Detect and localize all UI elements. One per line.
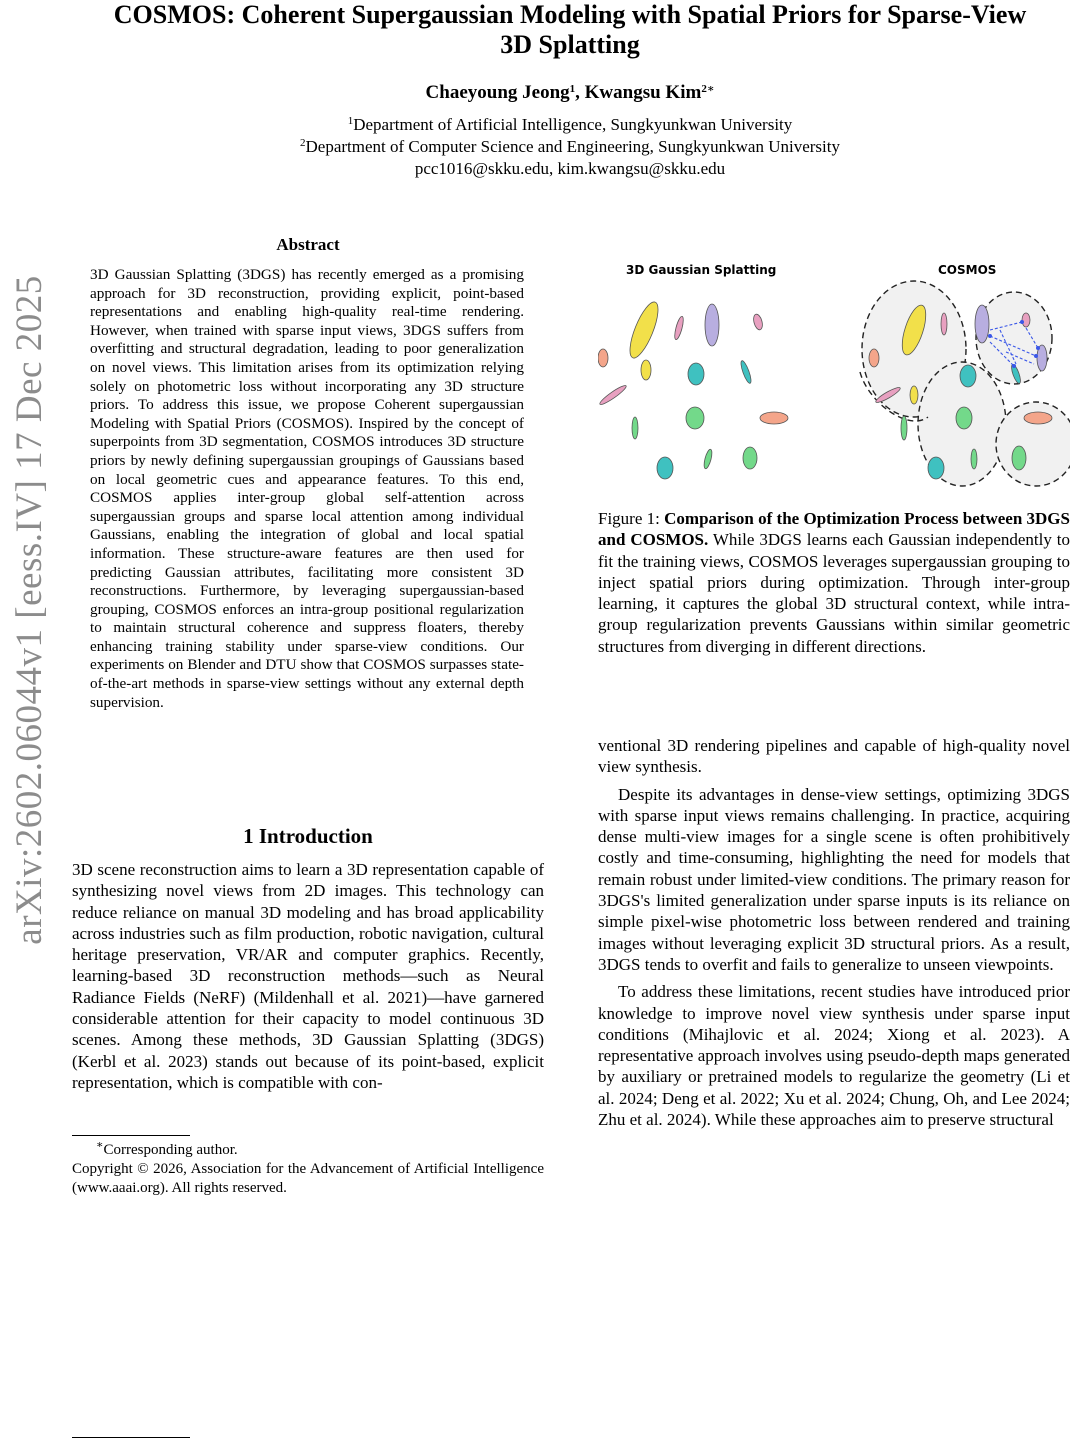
attention-node bbox=[1012, 364, 1016, 368]
independent-gaussians bbox=[598, 299, 788, 479]
group-gaussian bbox=[901, 416, 907, 440]
title-line-1: COSMOS: Coherent Supergaussian Modeling with Spatial Priors for Sparse-View bbox=[113, 0, 1027, 29]
group-gaussian bbox=[971, 449, 977, 469]
group-gaussian bbox=[869, 349, 879, 367]
introduction-paragraph: 3D scene reconstruction aims to learn a 3D representation capable of synthesizing novel views from 2D images. This technology can reduce reliance on manual 3D modeling and has broad applicability across industries such as film production, robotic navigation, cultural heritage preservation, VR/AR and computer graphics. Recently, learning-based 3D reconstruction methods—such as Neural Radiance Fields (NeRF) (Mildenhall et al. 2021)—have garnered considerable attention for their capacity to model continuous 3D scenes. Among these methods, 3D Gaussian Splatting (3DGS) (Kerbl et al. 2023) stands out because of its point-based, explicit representation, which is compatible with con- bbox=[72, 860, 544, 1092]
gaussian-ellipse bbox=[703, 449, 714, 470]
right-paragraph-1: Despite its advantages in dense-view settings, optimizing 3DGS with sparse input views remains challenging. In practice, acquiring dense multi-view images for a single scene is often prohibitively costly and time-consuming, highlighting the need for models that remain robust under limited-view conditions. The primary reason for 3DGS's limited generalization under sparse inputs is its reliance on simple pixel-wise photometric loss between rendered and training images without leveraging explicit 3D structural priors. As a result, 3DGS tends to overfit and fails to generalize to unseen viewpoints. bbox=[598, 784, 1070, 974]
authors bbox=[60, 82, 1070, 104]
affiliation-2-sup: 2 bbox=[300, 137, 306, 149]
abstract-heading: Abstract bbox=[276, 235, 340, 254]
group-gaussian bbox=[910, 386, 918, 404]
group-gaussian bbox=[975, 305, 989, 343]
attention-node bbox=[988, 334, 992, 338]
paper-title bbox=[60, 0, 1070, 60]
caption-prefix: Figure 1: bbox=[598, 509, 665, 528]
author-2-sup: 2∗ bbox=[701, 83, 715, 95]
caption-rest: While 3DGS learns each Gaussian independently to fit the training views, COSMOS leverages supergaussian grouping to inject spatial priors during optimization. Through inter-group learning, it captures the global 3D structural context, while intra-group regularization prevents Gaussians within similar geometric structures from diverging in different directions. bbox=[598, 530, 1070, 656]
figure-1-illustration bbox=[598, 252, 1070, 502]
author-1-sup: 1 bbox=[569, 83, 576, 95]
author-2: Kwangsu Kim bbox=[584, 82, 702, 103]
attention-node bbox=[1020, 320, 1024, 324]
gaussian-ellipse bbox=[624, 299, 663, 361]
gaussian-ellipse bbox=[632, 417, 638, 439]
right-column-text bbox=[598, 735, 1070, 1130]
figure-1-caption bbox=[598, 508, 1070, 657]
abstract-text: 3D Gaussian Splatting (3DGS) has recently emerged as a promising approach for 3D reconstruction, providing explicit, point-based representations and enabling high-quality real-time rendering. However, when trained with sparse input views, 3DGS suffers from overfitting and structural degradation, leading to poor generalization on novel views. This limitation arises from its optimization relying solely on photometric loss without incorporating any 3D structure priors. To address this issue, we propose Coherent supergaussian Modeling with Spatial Priors (COSMOS). Inspired by the concept of superpoints from 3D segmentation, COSMOS introduces 3D structure priors by newly defining supergaussian groupings of Gaussians based on local geometric cues and appearance features. To this end, COSMOS applies inter-group global self-attention across supergaussian groups and sparse local attention among individual Gaussians, enabling the integration of global and local spatial information. These structure-aware features are then used for predicting Gaussian attributes, facilitating more consistent 3D reconstructions. Furthermore, by leveraging supergaussian-based grouping, COSMOS enforces an intra-group positional regularization to maintain structural coherence and suppress floaters, thereby enhancing training stability under sparse-view conditions. Our experiments on Blender and DTU show that COSMOS surpasses state-of-the-art methods in sparse-view settings without any external depth supervision. bbox=[90, 266, 524, 711]
group-gaussian bbox=[956, 407, 972, 429]
group-gaussian bbox=[1024, 412, 1052, 424]
gaussian-ellipse bbox=[641, 360, 651, 380]
corresponding-sup: ∗ bbox=[96, 1139, 104, 1151]
right-paragraph-continuation: ventional 3D rendering pipelines and capable of high-quality novel view synthesis. bbox=[598, 736, 1070, 777]
figure-label-3dgs: 3D Gaussian Splatting bbox=[626, 263, 777, 277]
gaussian-ellipse bbox=[688, 363, 704, 385]
gaussian-ellipse bbox=[598, 349, 608, 367]
corresponding-text: Corresponding author. bbox=[103, 1142, 238, 1158]
gaussian-ellipse bbox=[705, 304, 719, 346]
author-sep: , bbox=[575, 82, 585, 103]
gaussian-ellipse bbox=[657, 457, 673, 479]
affiliation-1-sup: 1 bbox=[347, 115, 354, 127]
copyright-notice: Copyright © 2026, Association for the Advancement of Artificial Intelligence (www.aaai.org). All rights reserved. bbox=[72, 1161, 544, 1196]
attention-node bbox=[1034, 354, 1038, 358]
affiliation-1-text: Department of Artificial Intelligence, Sungkyunkwan University bbox=[353, 115, 793, 134]
figure-label-cosmos: COSMOS bbox=[938, 263, 997, 277]
gaussian-ellipse bbox=[686, 407, 704, 429]
corresponding-footnote bbox=[72, 1141, 544, 1160]
arxiv-stamp: arXiv:2602.06044v1 [eess.IV] 17 Dec 2025 bbox=[9, 275, 50, 945]
gaussian-ellipse bbox=[743, 447, 757, 469]
affiliation-1 bbox=[60, 114, 1070, 136]
gaussian-ellipse bbox=[760, 412, 788, 424]
author-1: Chaeyoung Jeong bbox=[425, 82, 570, 103]
group-gaussian bbox=[960, 365, 976, 387]
right-paragraph-2: To address these limitations, recent studies have introduced prior knowledge to improve novel view synthesis under sparse input conditions (Mihajlovic et al. 2024; Xiong et al. 2023). A representative approach involves using pseudo-depth maps generated by auxiliary or pretrained models to regularize the geometry (Li et al. 2024; Deng et al. 2022; Xu et al. 2024; Chung, Oh, and Lee 2024; Zhu et al. 2024). While these approaches aim to preserve structural bbox=[598, 982, 1070, 1130]
attention-node bbox=[1036, 346, 1040, 350]
group-gaussian bbox=[941, 313, 947, 335]
footnote-divider bbox=[72, 1135, 190, 1136]
affiliation-2 bbox=[60, 136, 1070, 158]
gaussian-ellipse bbox=[598, 383, 628, 406]
footnote-block bbox=[72, 1141, 544, 1198]
introduction-heading: 1 Introduction bbox=[243, 824, 373, 848]
figure-1 bbox=[598, 252, 1070, 502]
gaussian-ellipse bbox=[752, 313, 764, 331]
gaussian-ellipse bbox=[739, 360, 753, 385]
author-emails: pcc1016@skku.edu, kim.kwangsu@skku.edu bbox=[414, 159, 726, 178]
gaussian-ellipse bbox=[673, 316, 685, 341]
caption-bold: Comparison of the Optimization Process between 3DGS and COSMOS. bbox=[598, 509, 1070, 550]
title-line-2: 3D Splatting bbox=[500, 30, 640, 59]
group-gaussian bbox=[1022, 313, 1030, 327]
affiliation-2-text: Department of Computer Science and Engineering, Sungkyunkwan University bbox=[305, 137, 840, 156]
group-gaussian bbox=[928, 457, 944, 479]
group-gaussian bbox=[1012, 446, 1026, 470]
